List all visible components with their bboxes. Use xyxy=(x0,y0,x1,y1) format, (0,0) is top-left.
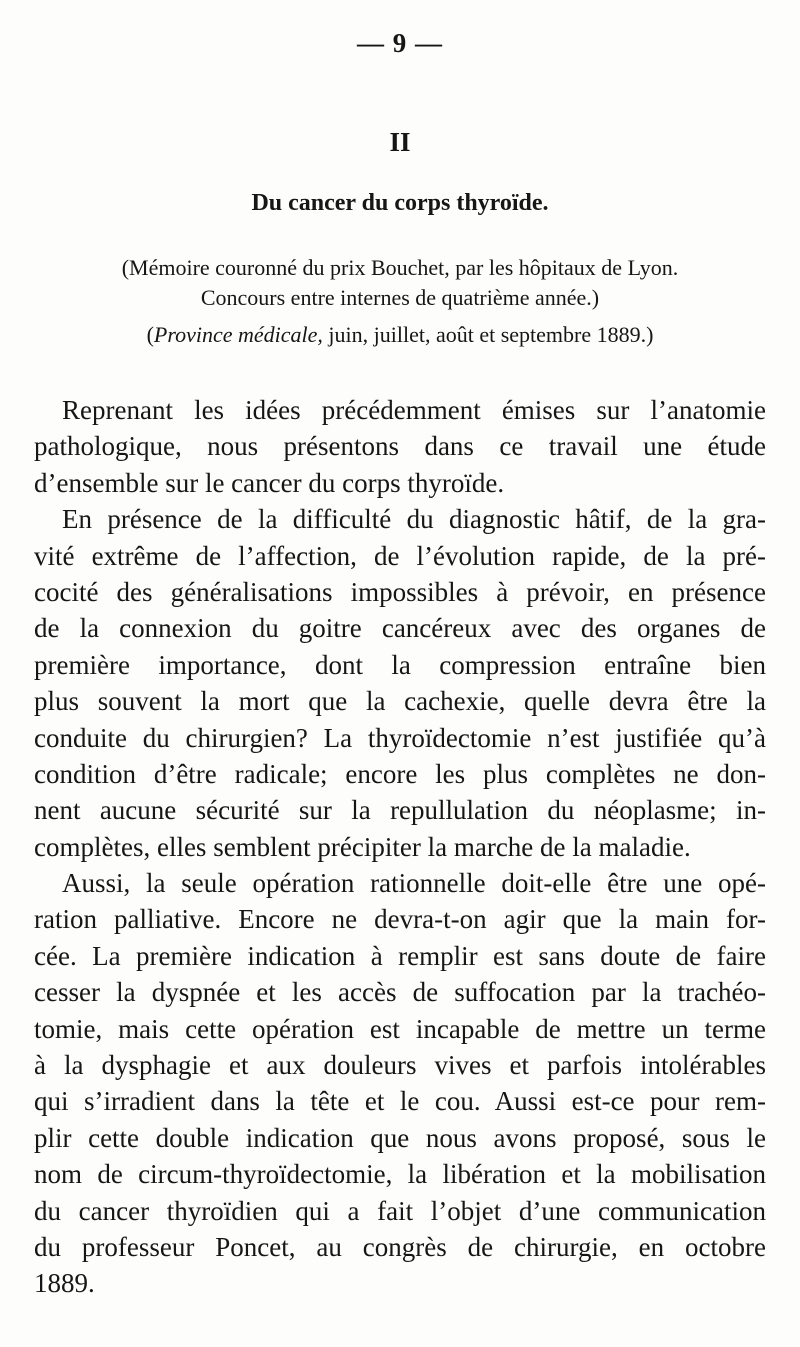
text-line: cocité des généralisations impossibles à prévoir, en présence xyxy=(34,576,766,607)
page-number: — 9 — xyxy=(357,28,443,58)
text-line: nent aucune sécurité sur la repullulation du néoplasme; in- xyxy=(34,795,766,826)
citation-dates: juin, juillet, août et septembre 1889.) xyxy=(322,322,654,347)
text-line: cée. La première indication à remplir est sans doute de faire xyxy=(34,940,766,971)
citation-open-paren: ( xyxy=(146,322,154,347)
text-line: première importance, dont la compression entraîne bien xyxy=(34,649,766,680)
text-line: tomie, mais cette opération est incapable de mettre un terme xyxy=(34,1013,766,1044)
text-line: complètes, elles semblent précipiter la marche de la maladie. xyxy=(34,831,691,862)
text-line: En présence de la difficulté du diagnostic hâtif, de la gra- xyxy=(62,504,766,535)
text-line: de la connexion du goitre cancéreux avec des organes de xyxy=(34,613,766,644)
text-line: Reprenant les idées précédemment émises sur l’anatomie xyxy=(62,395,766,425)
text-line: cesser la dyspnée et les accès de suffocation par la trachéo- xyxy=(34,977,766,1008)
text-line: du professeur Poncet, au congrès de chirurgie, en octobre xyxy=(34,1231,766,1262)
text-line: vité extrême de l’affection, de l’évolution rapide, de la pré- xyxy=(34,540,766,571)
citation-journal: Province médicale, xyxy=(153,322,323,347)
text-line: à la dysphagie et aux douleurs vives et parfois intolérables xyxy=(34,1050,766,1081)
text-line: plir cette double indication que nous avons proposé, sous le xyxy=(34,1122,766,1153)
body-text xyxy=(34,392,766,1302)
text-line: Aussi, la seule opération rationnelle doit-elle être une opé- xyxy=(62,868,766,899)
text-line: plus souvent la mort que la cachexie, quelle devra être la xyxy=(34,686,766,717)
text-line: 1889. xyxy=(34,1268,95,1299)
text-line: du cancer thyroïdien qui a fait l’objet d’une communication xyxy=(34,1195,766,1226)
text-line: qui s’irradient dans la tête et le cou. Aussi est-ce pour rem- xyxy=(34,1086,766,1117)
text-line: pathologique, nous présentons dans ce travail une étude xyxy=(34,431,766,462)
subtitle-line: Concours entre internes de quatrième année.) xyxy=(200,285,600,310)
citation xyxy=(0,322,800,348)
text-line: nom de circum-thyroïdectomie, la libération et la mobilisation xyxy=(34,1159,766,1190)
subtitle-line: (Mémoire couronné du prix Bouchet, par les hôpitaux de Lyon. xyxy=(121,255,679,280)
text-line: condition d’être radicale; encore les plus complètes ne don- xyxy=(34,758,766,789)
text-line: conduite du chirurgien? La thyroïdectomie n’est justifiée qu’à xyxy=(34,722,766,753)
section-numeral: II xyxy=(389,127,411,157)
text-line: ration palliative. Encore ne devra-t-on agir que la main for- xyxy=(34,904,766,935)
text-line: d’ensemble sur le cancer du corps thyroïde. xyxy=(34,467,505,498)
chapter-title: Du cancer du corps thyroïde. xyxy=(251,190,549,216)
